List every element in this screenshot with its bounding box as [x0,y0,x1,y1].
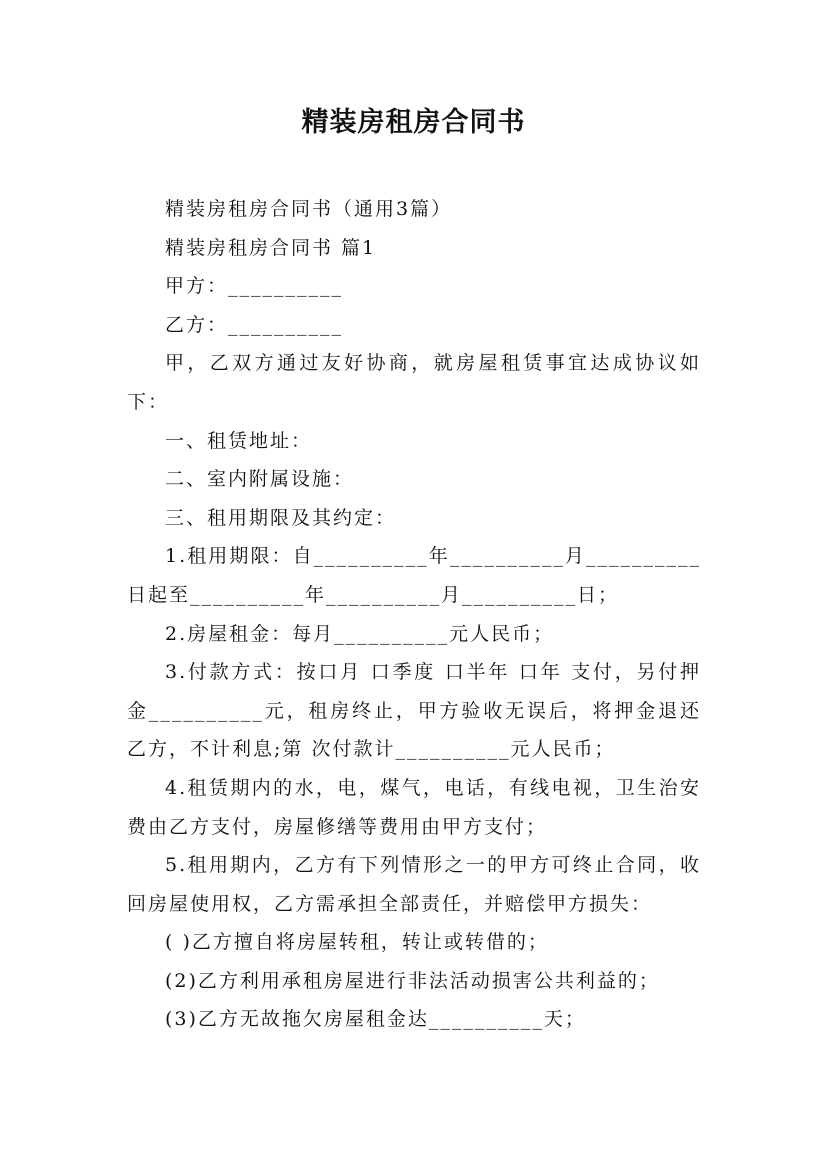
paragraph-payment-method: 3.付款方式：按口月 口季度 口半年 口年 支付，另付押金__________元，租房终止，甲方验收无误后，将押金退还乙方，不计利息;第 次付款计__________元人民币； [127,661,701,761]
paragraph-term-heading: 三、租用期限及其约定： [165,506,397,529]
paragraph-subtitle: 精装房租房合同书（通用3篇） [165,198,453,220]
paragraph-termination: 5.租用期内，乙方有下列情形之一的甲方可终止合同，收回房屋使用权，乙方需承担全部责任，并赔偿甲方损失： [127,854,701,915]
paragraph-rent: 2.房屋租金：每月__________元人民币； [165,622,555,645]
paragraph-agreement-intro: 甲，乙双方通过友好协商，就房屋租赁事宜达成协议如下： [127,352,701,413]
paragraph-clause-3: (3)乙方无故拖欠房屋租金达__________天； [165,1008,586,1031]
paragraph-term-period: 1.租用期限：自__________年__________月__________日起至__________年__________月__________日； [127,545,701,606]
paragraph-lease-address: 一、租赁地址： [165,429,313,452]
paragraph-party-a: 甲方：__________ [165,275,344,298]
document-title: 精装房租房合同书 [301,107,526,138]
paragraph-party-b: 乙方：__________ [165,313,344,336]
paragraph-clause-1: ( )乙方擅自将房屋转租，转让或转借的； [165,931,549,954]
paragraph-clause-2: (2)乙方利用承租房屋进行非法活动损害公共利益的； [165,969,660,992]
paragraph-utilities: 4.租赁期内的水，电，煤气，电话，有线电视，卫生治安费由乙方支付，房屋修缮等费用由甲方支付； [127,776,701,838]
paragraph-section-heading: 精装房租房合同书 篇1 [165,236,377,259]
document-body [127,190,701,1039]
paragraph-facilities: 二、室内附属设施： [165,468,355,491]
